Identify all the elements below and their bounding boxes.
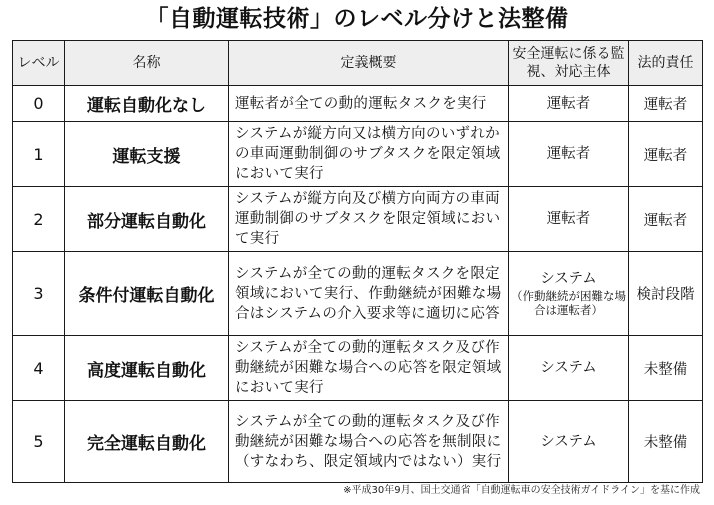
header-level: レベル	[13, 41, 65, 86]
actor-label: 運転者	[546, 146, 591, 162]
cell-definition: システムが全ての動的運転タスクを限定領域において実行、作動継続が困難な場合はシステムの介入要求等に適切に応答	[229, 252, 509, 336]
cell-name: 運転支援	[65, 122, 229, 187]
header-actor: 安全運転に係る監視、対応主体	[509, 41, 629, 86]
cell-definition: システムが縦方向及び横方向両方の車両運動制御のサブタスクを限定領域において実行	[229, 187, 509, 252]
table-row	[13, 252, 703, 336]
cell-actor	[509, 122, 629, 187]
actor-label: 運転者	[546, 211, 591, 227]
cell-level: 0	[13, 86, 65, 122]
cell-liability: 未整備	[629, 336, 703, 401]
actor-label: システム	[540, 271, 597, 287]
cell-liability: 未整備	[629, 401, 703, 483]
page-title: 「自動運転技術」のレベル分けと法整備	[145, 6, 569, 32]
cell-level: 2	[13, 187, 65, 252]
table-row	[13, 401, 703, 483]
cell-liability: 運転者	[629, 122, 703, 187]
automation-levels-table	[12, 40, 703, 483]
header-name: 名称	[65, 41, 229, 86]
cell-definition: システムが縦方向又は横方向のいずれかの車両運動制御のサブタスクを限定領域において実行	[229, 122, 509, 187]
actor-label: 運転者	[546, 95, 591, 112]
cell-liability: 運転者	[629, 187, 703, 252]
table-header-row	[13, 41, 703, 86]
cell-level: 1	[13, 122, 65, 187]
cell-name: 完全運転自動化	[65, 401, 229, 483]
header-definition: 定義概要	[229, 41, 509, 86]
table-row	[13, 187, 703, 252]
cell-level: 5	[13, 401, 65, 483]
cell-actor	[509, 86, 629, 122]
cell-name: 条件付運転自動化	[65, 252, 229, 336]
header-liability: 法的責任	[629, 41, 703, 86]
cell-liability: 検討段階	[629, 252, 703, 336]
cell-level: 3	[13, 252, 65, 336]
table-row	[13, 122, 703, 187]
cell-level: 4	[13, 336, 65, 401]
source-footnote: ※平成30年9月、国土交通省「自動運転車の安全技術ガイドライン」を基に作成	[343, 485, 700, 496]
table-row	[13, 86, 703, 122]
actor-label: システム	[540, 360, 597, 376]
cell-name: 運転自動化なし	[65, 86, 229, 122]
table-row	[13, 336, 703, 401]
cell-actor	[509, 336, 629, 401]
cell-actor	[509, 401, 629, 483]
cell-definition: システムが全ての動的運転タスク及び作動継続が困難な場合への応答を限定領域において実行	[229, 336, 509, 401]
cell-name: 高度運転自動化	[65, 336, 229, 401]
cell-actor	[509, 187, 629, 252]
actor-label: システム	[540, 433, 597, 450]
actor-note: （作動継続が困難な場合は運転者）	[511, 289, 626, 317]
cell-actor	[509, 252, 629, 336]
cell-definition: システムが全ての動的運転タスク及び作動継続が困難な場合への応答を無制限に（すなわち、限定領域内ではない）実行	[229, 401, 509, 483]
cell-definition: 運転者が全ての動的運転タスクを実行	[229, 86, 509, 122]
cell-name: 部分運転自動化	[65, 187, 229, 252]
cell-liability: 運転者	[629, 86, 703, 122]
